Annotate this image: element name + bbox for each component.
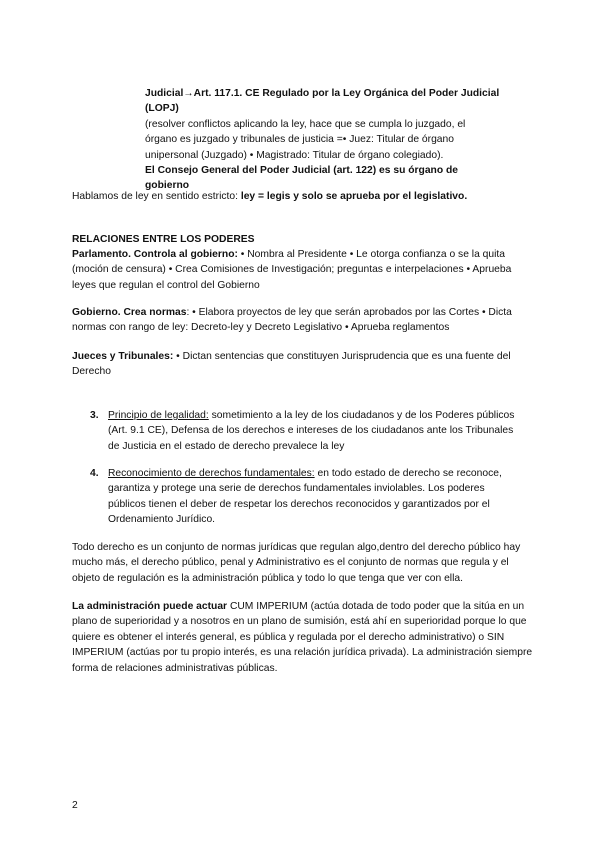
list-number-4: 4. [90, 468, 99, 479]
judicial-heading: Judicial→Art. 117.1. CE Regulado por la Ley Orgánica del Poder Judicial (LOPJ) [145, 88, 500, 115]
page-number: 2 [72, 800, 78, 811]
cgpj-text: El Consejo General del Poder Judicial (art. 122) es su órgano de gobierno [145, 165, 459, 192]
reconocimiento-derechos-title: Reconocimiento de derechos fundamentales: [108, 468, 315, 479]
ley-sentido-estricto: Hablamos de ley en sentido estricto: ley = legis y solo se aprueba por el legislativo. [72, 191, 468, 202]
gobierno-paragraph: Gobierno. Crea normas: • Elabora proyectos de ley que serán aprobados por las Cortes • Dicta normas con rango de ley: Decreto-ley y Decreto Legislativo • Aprueba reglamentos [72, 307, 512, 334]
relaciones-title: RELACIONES ENTRE LOS PODERES [72, 234, 255, 245]
jueces-paragraph: Jueces y Tribunales: • Dictan sentencias que constituyen Jurisprudencia que es una fuente del Derecho [72, 351, 511, 378]
principio-legalidad: Principio de legalidad: sometimiento a la ley de los ciudadanos y de los Poderes públicos (Art. 9.1 CE), Defensa de los derechos e intereses de los ciudadanos ante los Tribunales de Justicia en el estado de derecho prevalece la ley [108, 410, 515, 452]
judicial-block [145, 86, 525, 194]
principio-legalidad-title: Principio de legalidad: [108, 410, 209, 421]
administracion-paragraph: La administración puede actuar CUM IMPERIUM (actúa dotada de todo poder que la sitúa en un plano de superioridad y a nosotros en un plano de sumisión, está ahí en superioridad porque lo que quiere es obtener el interés general, es pública y regulada por el derecho administrativo) o SIN IMPERIUM (actúas por tu propio interés, es una relación jurídica privada). La administración siempre forma de relaciones administrativas públicas. [72, 601, 533, 674]
judicial-body: (resolver conflictos aplicando la ley, hace que se cumpla lo juzgado, el órgano es juzgado y tribunales de justicia =• Juez: Titular de órgano unipersonal (Juzgado) • Magistrado: Titular de órgano colegiado). [145, 118, 466, 161]
parlamento-paragraph: Parlamento. Controla al gobierno: • Nombra al Presidente • Le otorga confianza o se la quita (moción de censura) • Crea Comisiones de Investigación; preguntas e interpelaciones • Aprueba leyes que regulan el control del Gobierno [72, 249, 512, 291]
list-number-3: 3. [90, 410, 99, 421]
derecho-publico-paragraph: Todo derecho es un conjunto de normas jurídicas que regulan algo,dentro del derecho público hay mucho más, el derecho público, penal y Administrativo es el conjunto de normas que regula y el objeto de regulación es la administración pública y todo lo que tenga que ver con ella. [72, 542, 521, 584]
reconocimiento-derechos: Reconocimiento de derechos fundamentales: en todo estado de derecho se reconoce, garantiza y protege una serie de derechos fundamentales inviolables. Los poderes públicos tienen el deber de respetar los derechos reconocidos y garantizados por el Ordenamiento Jurídico. [108, 468, 502, 526]
